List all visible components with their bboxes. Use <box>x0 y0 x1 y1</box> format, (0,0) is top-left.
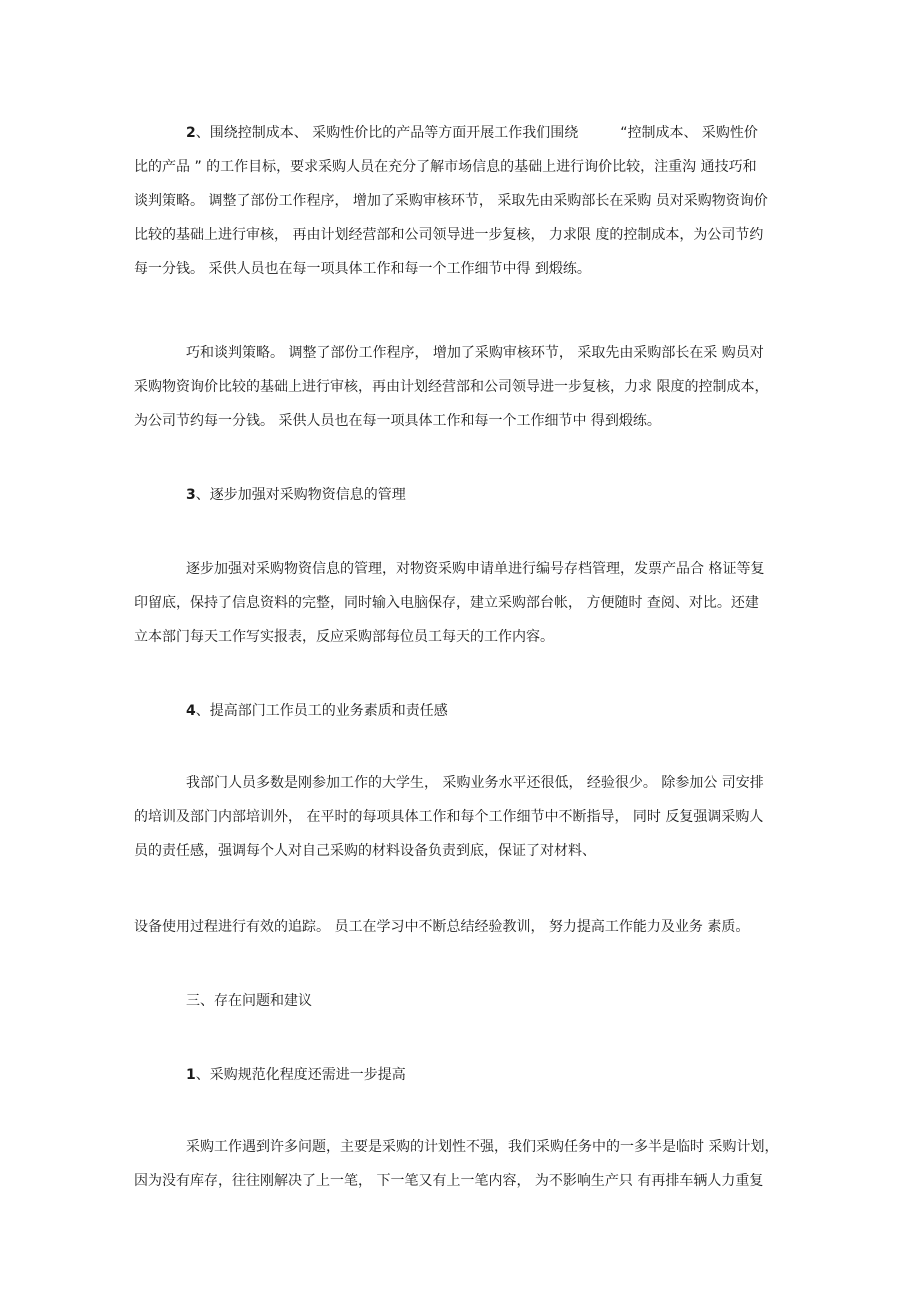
paragraph-line: 采购工作遇到许多问题，主要是采购的计划性不强，我们采购任务中的一多半是临时 采购计划， <box>186 1139 779 1155</box>
heading-item-1 <box>134 1058 790 1092</box>
paragraph-cost-control <box>134 116 790 286</box>
paragraph-line: 印留底，保持了信息资料的完整，同时输入电脑保存，建立采购部台帐， 方便随时 查阅、对比。还建 <box>134 595 759 611</box>
paragraph-tracking <box>134 910 790 944</box>
paragraph-negotiation <box>134 336 790 438</box>
paragraph-line: 为公司节约每一分钱。 采供人员也在每一项具体工作和每一个工作细节中 得到煅练。 <box>134 413 661 429</box>
paragraph-line: 逐步加强对采购物资信息的管理，对物资采购申请单进行编号存档管理，发票产品合 格证等复 <box>186 561 765 577</box>
paragraph-line: 立本部门每天工作写实报表，反应采购部每位员工每天的工作内容。 <box>134 629 554 645</box>
section-title: 三、存在问题和建议 <box>186 993 312 1009</box>
paragraph-line: 比较的基础上进行审核， 再由计划经营部和公司领导进一步复核， 力求限 度的控制成本，为公司节约 <box>134 227 764 243</box>
heading-item-3 <box>134 478 790 512</box>
section-heading-issues <box>134 984 790 1018</box>
paragraph-line: 采购物资询价比较的基础上进行审核，再由计划经营部和公司领导进一步复核，力求 限度的控制成本， <box>134 379 769 395</box>
item-number: 1 <box>186 1067 196 1083</box>
paragraph-procurement-issues <box>134 1130 790 1198</box>
heading-text: 、采购规范化程度还需进一步提高 <box>195 1067 406 1083</box>
paragraph-line: 每一分钱。 采供人员也在每一项具体工作和每一个工作细节中得 到煅练。 <box>134 261 591 277</box>
paragraph-line: 我部门人员多数是刚参加工作的大学生， 采购业务水平还很低， 经验很少。 除参加公 司安排 <box>186 775 764 791</box>
paragraph-line: 因为没有库存，往往刚解决了上一笔， 下一笔又有上一笔内容， 为不影响生产只 有再排车辆人力重复 <box>134 1173 764 1189</box>
paragraph-line: 的培训及部门内部培训外， 在平时的每项具体工作和每个工作细节中不断指导， 同时 反复强调采购人 <box>134 809 764 825</box>
paragraph-staff-quality <box>134 766 790 868</box>
item-number: 3 <box>186 487 196 503</box>
heading-text: 、逐步加强对采购物资信息的管理 <box>195 487 406 503</box>
paragraph-line: 谈判策略。 调整了部份工作程序， 增加了采购审核环节， 采取先由采购部长在采购 员对采购物资询价 <box>134 193 768 209</box>
paragraph-line: 设备使用过程进行有效的追踪。 员工在学习中不断总结经验教训， 努力提高工作能力及业务 素质。 <box>134 919 750 935</box>
heading-item-4 <box>134 694 790 728</box>
item-number: 2 <box>186 125 196 141</box>
paragraph-line: 2、围绕控制成本、 采购性价比的产品等方面开展工作我们围绕 “控制成本、 采购性价 <box>186 125 758 141</box>
paragraph-line: 巧和谈判策略。 调整了部份工作程序， 增加了采购审核环节， 采取先由采购部长在采 购员对 <box>186 345 764 361</box>
paragraph-line: 比的产品 ” 的工作目标，要求采购人员在充分了解市场信息的基础上进行询价比较，注重沟 通技巧和 <box>134 159 757 175</box>
paragraph-line: 员的责任感，强调每个人对自己采购的材料设备负责到底，保证了对材料、 <box>134 843 596 859</box>
paragraph-info-management <box>134 552 790 654</box>
item-number: 4 <box>186 703 196 719</box>
heading-text: 、提高部门工作员工的业务素质和责任感 <box>195 703 448 719</box>
